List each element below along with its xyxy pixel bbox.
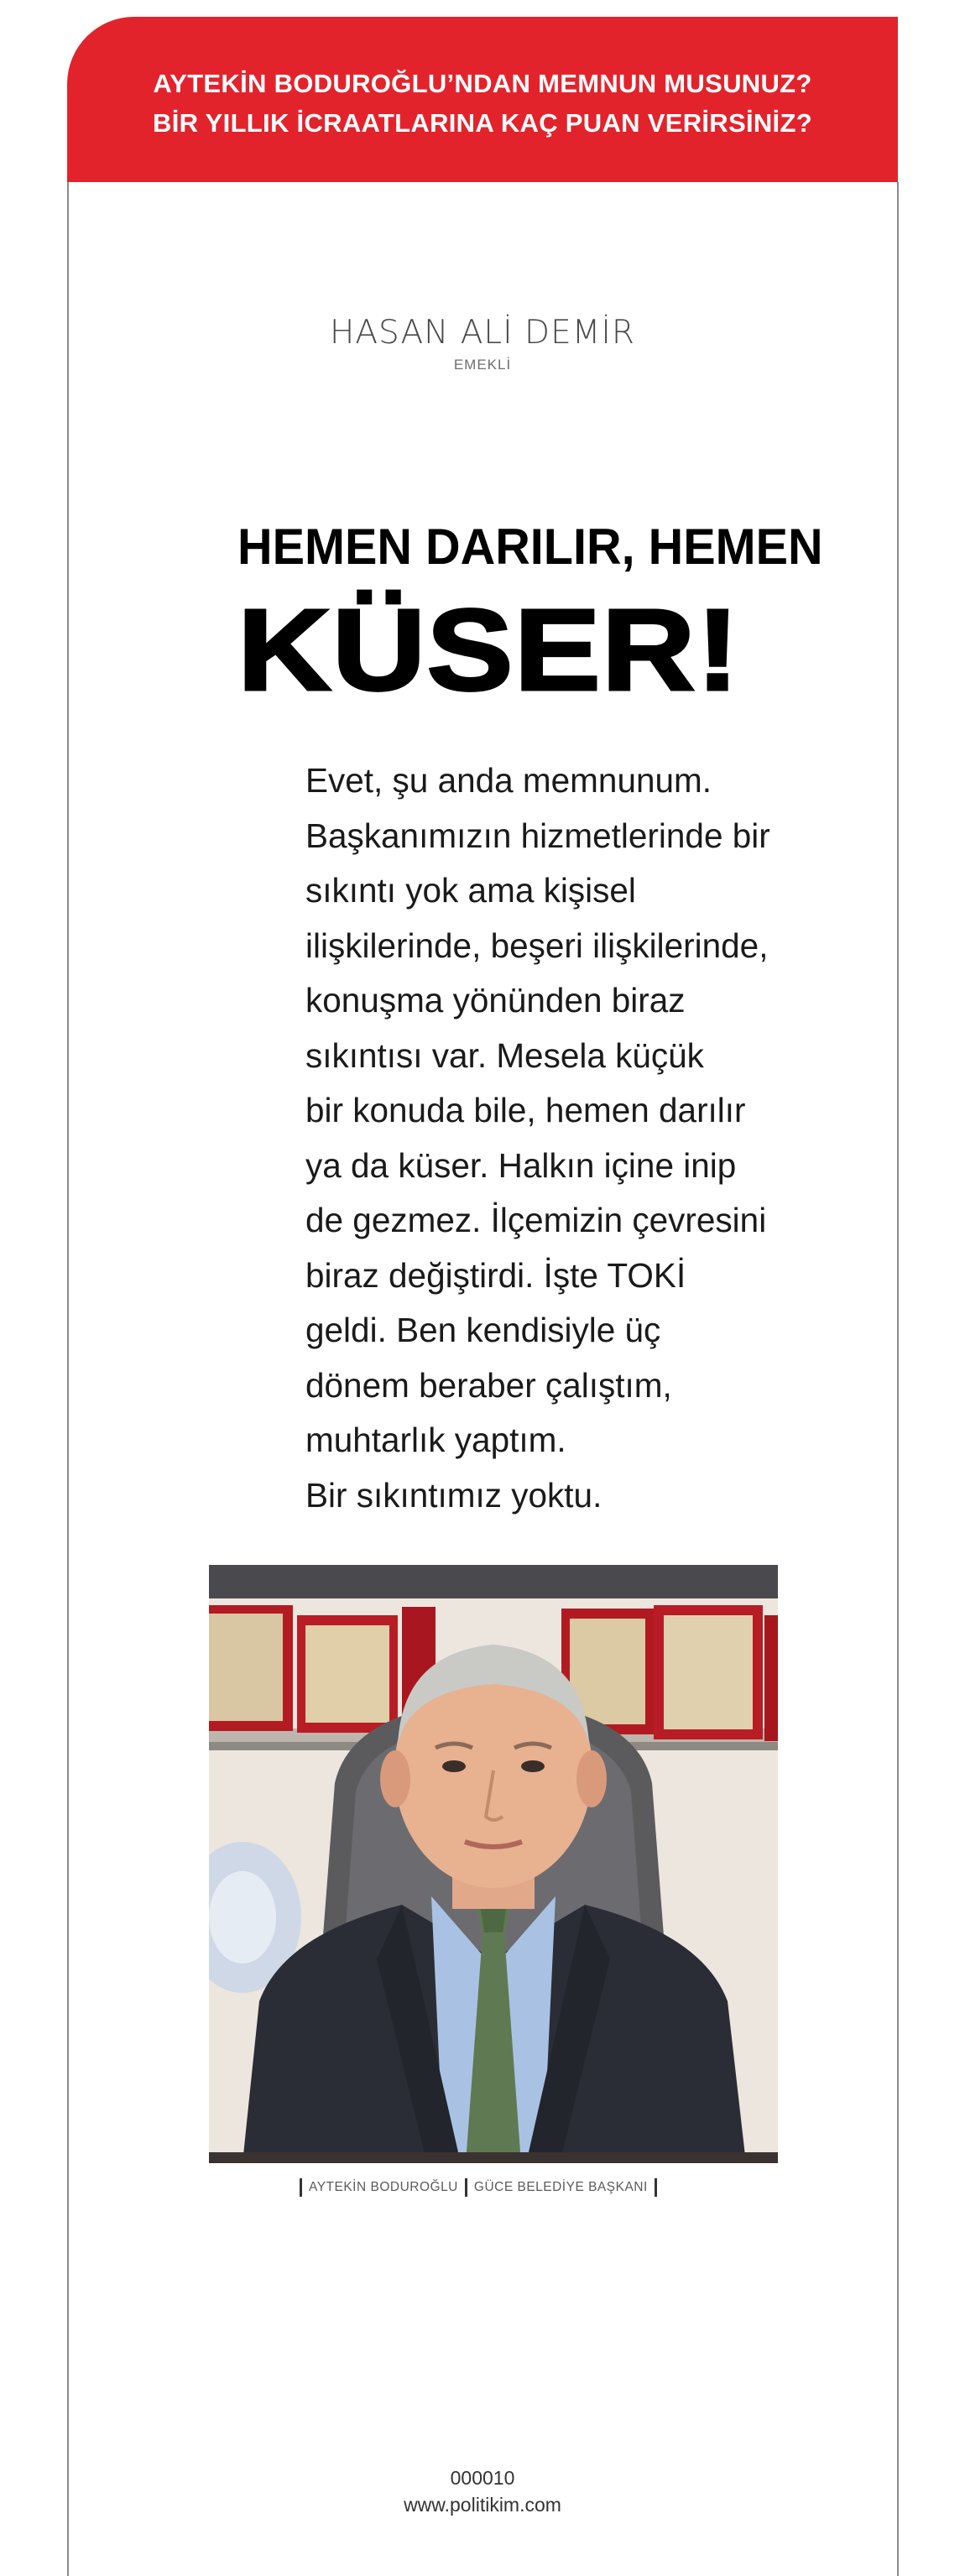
banner-question-2: BİR YILLIK İCRAATLARINA KAÇ PUAN VERİRSİNİZ? (153, 108, 812, 138)
body-line: sıkıntısı var. Mesela küçük (305, 1035, 704, 1075)
body-line: biraz değiştirdi. İşte TOKİ (305, 1255, 686, 1295)
body-line: geldi. Ben kendisiyle üç (305, 1311, 661, 1349)
body-line: Bir sıkıntımız yoktu. (305, 1475, 602, 1515)
body-line: muhtarlık yaptım. (305, 1421, 566, 1459)
body-line: ya da küser. Halkın içine inip (305, 1145, 737, 1185)
article-body (305, 754, 775, 1523)
body-line: de gezmez. İlçemizin çevresini (305, 1201, 767, 1239)
frame-rule-left (67, 182, 69, 2576)
body-line: Başkanımızın hizmetlerinde bir (305, 816, 770, 855)
body-line: bir konuda bile, hemen darılır (305, 1091, 746, 1129)
body-line: sıkıntı yok ama kişisel (305, 871, 636, 910)
body-line: dönem beraber çalıştım, (305, 1365, 672, 1405)
body-line: konuşma yönünden biraz (305, 981, 686, 1019)
photo-caption (300, 2177, 657, 2198)
headline-line-2: KÜSER! (237, 586, 741, 715)
caption-divider (655, 2178, 657, 2197)
footer-url: www.politikim.com (404, 2494, 561, 2516)
body-line: Evet, şu anda memnunum. (305, 761, 712, 800)
header-banner (67, 17, 898, 182)
banner-question-1: AYTEKİN BODUROĞLU’NDAN MEMNUN MUSUNUZ? (153, 69, 812, 98)
author-name: HASAN ALİ DEMİR (330, 314, 635, 352)
page-footer (0, 2464, 965, 2518)
author-block (0, 313, 965, 373)
page-code: 000010 (450, 2467, 515, 2489)
portrait-photo (209, 1565, 778, 2163)
frame-rule-right (897, 182, 899, 2576)
author-title: EMEKLİ (453, 357, 512, 373)
caption-role: GÜCE BELEDİYE BAŞKANI (473, 2180, 648, 2194)
headline-line-1: HEMEN DARILIR, HEMEN (237, 519, 823, 575)
body-line: ilişkilerinde, beşeri ilişkilerinde, (305, 926, 769, 965)
caption-name: AYTEKİN BODUROĞLU (309, 2180, 458, 2194)
